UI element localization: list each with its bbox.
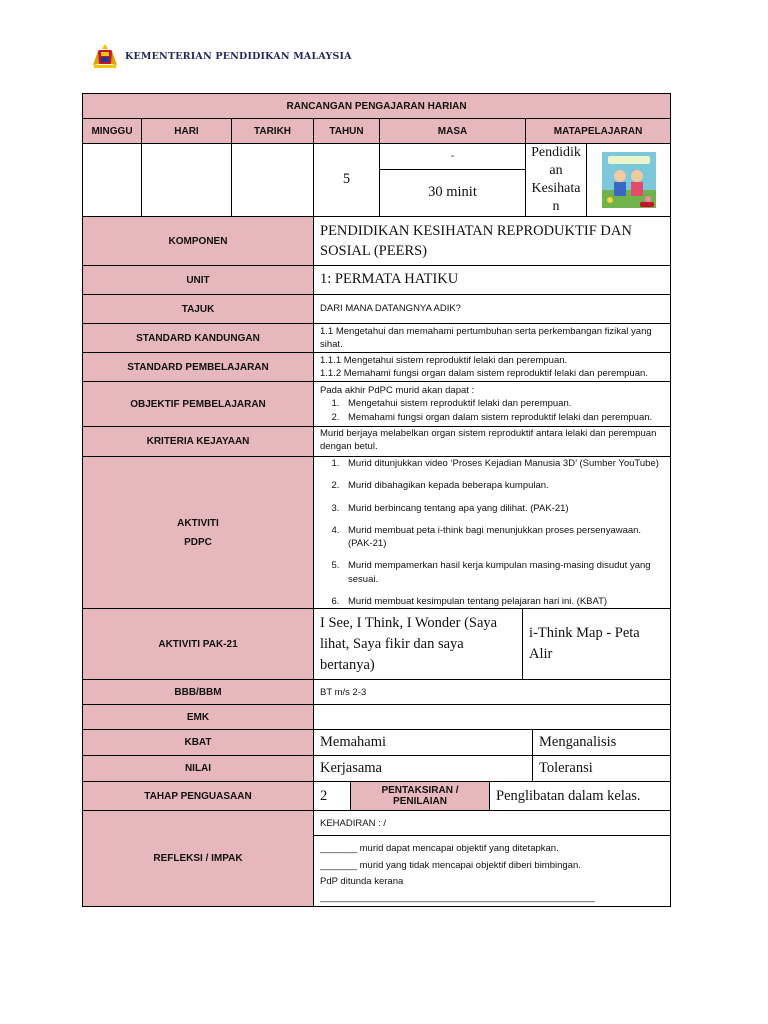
aktiviti-list [314, 457, 671, 609]
nilai-label: NILAI [83, 756, 314, 782]
kbat-label: KBAT [83, 730, 314, 756]
masa-start: - [380, 145, 525, 170]
kehadiran-field: KEHADIRAN : / [314, 811, 670, 836]
aktiviti-item: 5. Murid mempamerkan hasil kerja kumpulan masing-masing disudut yang sesuai. [342, 559, 664, 586]
tajuk-label: TAJUK [83, 295, 314, 324]
penilaian-label: PENTAKSIRAN / PENILAIAN [351, 782, 490, 810]
standard-pembelajaran-label: STANDARD PEMBELAJARAN [83, 353, 314, 382]
kbat-left: Memahami [314, 730, 533, 755]
aktiviti-item: 2. Murid dibahagikan kepada beberapa kumpulan. [342, 479, 664, 492]
unit-label: UNIT [83, 266, 314, 295]
komponen-label: KOMPONEN [83, 217, 314, 266]
objektif-value [314, 382, 671, 427]
refleksi-line: _______ murid dapat mencapai objektif yang ditetapkan. [320, 843, 559, 855]
column-header: MATAPELAJARAN [526, 119, 671, 144]
refleksi-value [314, 811, 671, 907]
masa-cell [380, 144, 526, 217]
tahap-label: TAHAP PENGUASAAN [83, 782, 314, 811]
standard-kandungan-value: 1.1 Mengetahui dan memahami pertumbuhan serta perkembangan fizikal yang sihat. [314, 324, 671, 353]
kbat-value [314, 730, 671, 756]
objektif-intro: Pada akhir PdPC murid akan dapat : [320, 385, 475, 397]
kriteria-value: Murid berjaya melabelkan organ sistem reproduktif antara lelaki dan perempuan dengan betul. [314, 427, 671, 457]
objektif-item: 1. Mengetahui sistem reproduktif lelaki dan perempuan. [342, 397, 664, 410]
emk-value [314, 705, 671, 730]
column-header: MASA [380, 119, 526, 144]
pak21-map: i-Think Map - Peta Alir [529, 625, 640, 663]
tahap-row [314, 782, 671, 811]
tahap-value: 2 [314, 782, 351, 810]
unit-value: 1: PERMATA HATIKU [314, 266, 671, 295]
minggu-cell [83, 144, 142, 217]
penilaian-value: Penglibatan dalam kelas. [496, 787, 641, 804]
pak21-value [314, 609, 671, 680]
objektif-item: 2. Memahami fungsi organ dalam sistem reproduktif lelaki dan perempuan. [342, 411, 664, 424]
subject-name: Pendidik an Kesihata n [526, 144, 587, 216]
emk-label: EMK [83, 705, 314, 730]
textbook-cover-image [587, 144, 670, 216]
table-title: RANCANGAN PENGAJARAN HARIAN [83, 94, 671, 119]
masa-duration: 30 minit [428, 183, 477, 200]
tajuk-value: DARI MANA DATANGNYA ADIK? [314, 295, 671, 324]
standard-pembelajaran-value: 1.1.1 Mengetahui sistem reproduktif lelaki dan perempuan. 1.1.2 Memahami fungsi organ dalam sistem reproduktif lelaki dan perempuan. [314, 353, 671, 382]
pak21-strategy: I See, I Think, I Wonder (Saya lihat, Saya fikir dan saya bertanya) [314, 609, 523, 679]
tahun-cell: 5 [314, 144, 380, 217]
aktiviti-item: 3. Murid berbincang tentang apa yang dilihat. (PAK-21) [342, 502, 664, 515]
aktiviti-item: 1. Murid ditunjukkan video ‘Proses Kejadian Manusia 3D’ (Sumber YouTube) [342, 457, 664, 470]
pak21-label: AKTIVITI PAK-21 [83, 609, 314, 680]
lesson-plan-table [82, 93, 671, 907]
tarikh-cell [232, 144, 314, 217]
column-header: TAHUN [314, 119, 380, 144]
bbm-value: BT m/s 2-3 [314, 680, 671, 705]
hari-cell [142, 144, 232, 217]
nilai-left: Kerjasama [314, 756, 533, 781]
kbat-right: Menganalisis [539, 734, 617, 751]
column-header: HARI [142, 119, 232, 144]
standard-kandungan-label: STANDARD KANDUNGAN [83, 324, 314, 353]
bbm-label: BBB/BBM [83, 680, 314, 705]
aktiviti-item: 4. Murid membuat peta i-think bagi menunjukkan proses persenyawaan. (PAK-21) [342, 524, 664, 551]
refleksi-line: _______ murid yang tidak mencapai objektif diberi bimbingan. [320, 859, 581, 871]
page-header [90, 42, 352, 70]
komponen-value: PENDIDIKAN KESIHATAN REPRODUKTIF DAN SOSIAL (PEERS) [314, 217, 671, 266]
objektif-label: OBJEKTIF PEMBELAJARAN [83, 382, 314, 427]
refleksi-label: REFLEKSI / IMPAK [83, 811, 314, 907]
nilai-value [314, 756, 671, 782]
column-header: TARIKH [232, 119, 314, 144]
ministry-name: KEMENTERIAN PENDIDIKAN MALAYSIA [125, 50, 352, 62]
aktiviti-item: 6. Murid membuat kesimpulan tentang pelajaran hari ini. (KBAT) [342, 595, 664, 608]
column-header: MINGGU [83, 119, 142, 144]
nilai-right: Toleransi [539, 760, 593, 777]
refleksi-line: PdP ditunda kerana ____________________________________________________ [320, 875, 595, 903]
aktiviti-label: AKTIVITI PDPC [83, 457, 314, 609]
coat-of-arms-icon [90, 43, 120, 69]
subject-cell [526, 144, 671, 217]
kriteria-label: KRITERIA KEJAYAAN [83, 427, 314, 457]
